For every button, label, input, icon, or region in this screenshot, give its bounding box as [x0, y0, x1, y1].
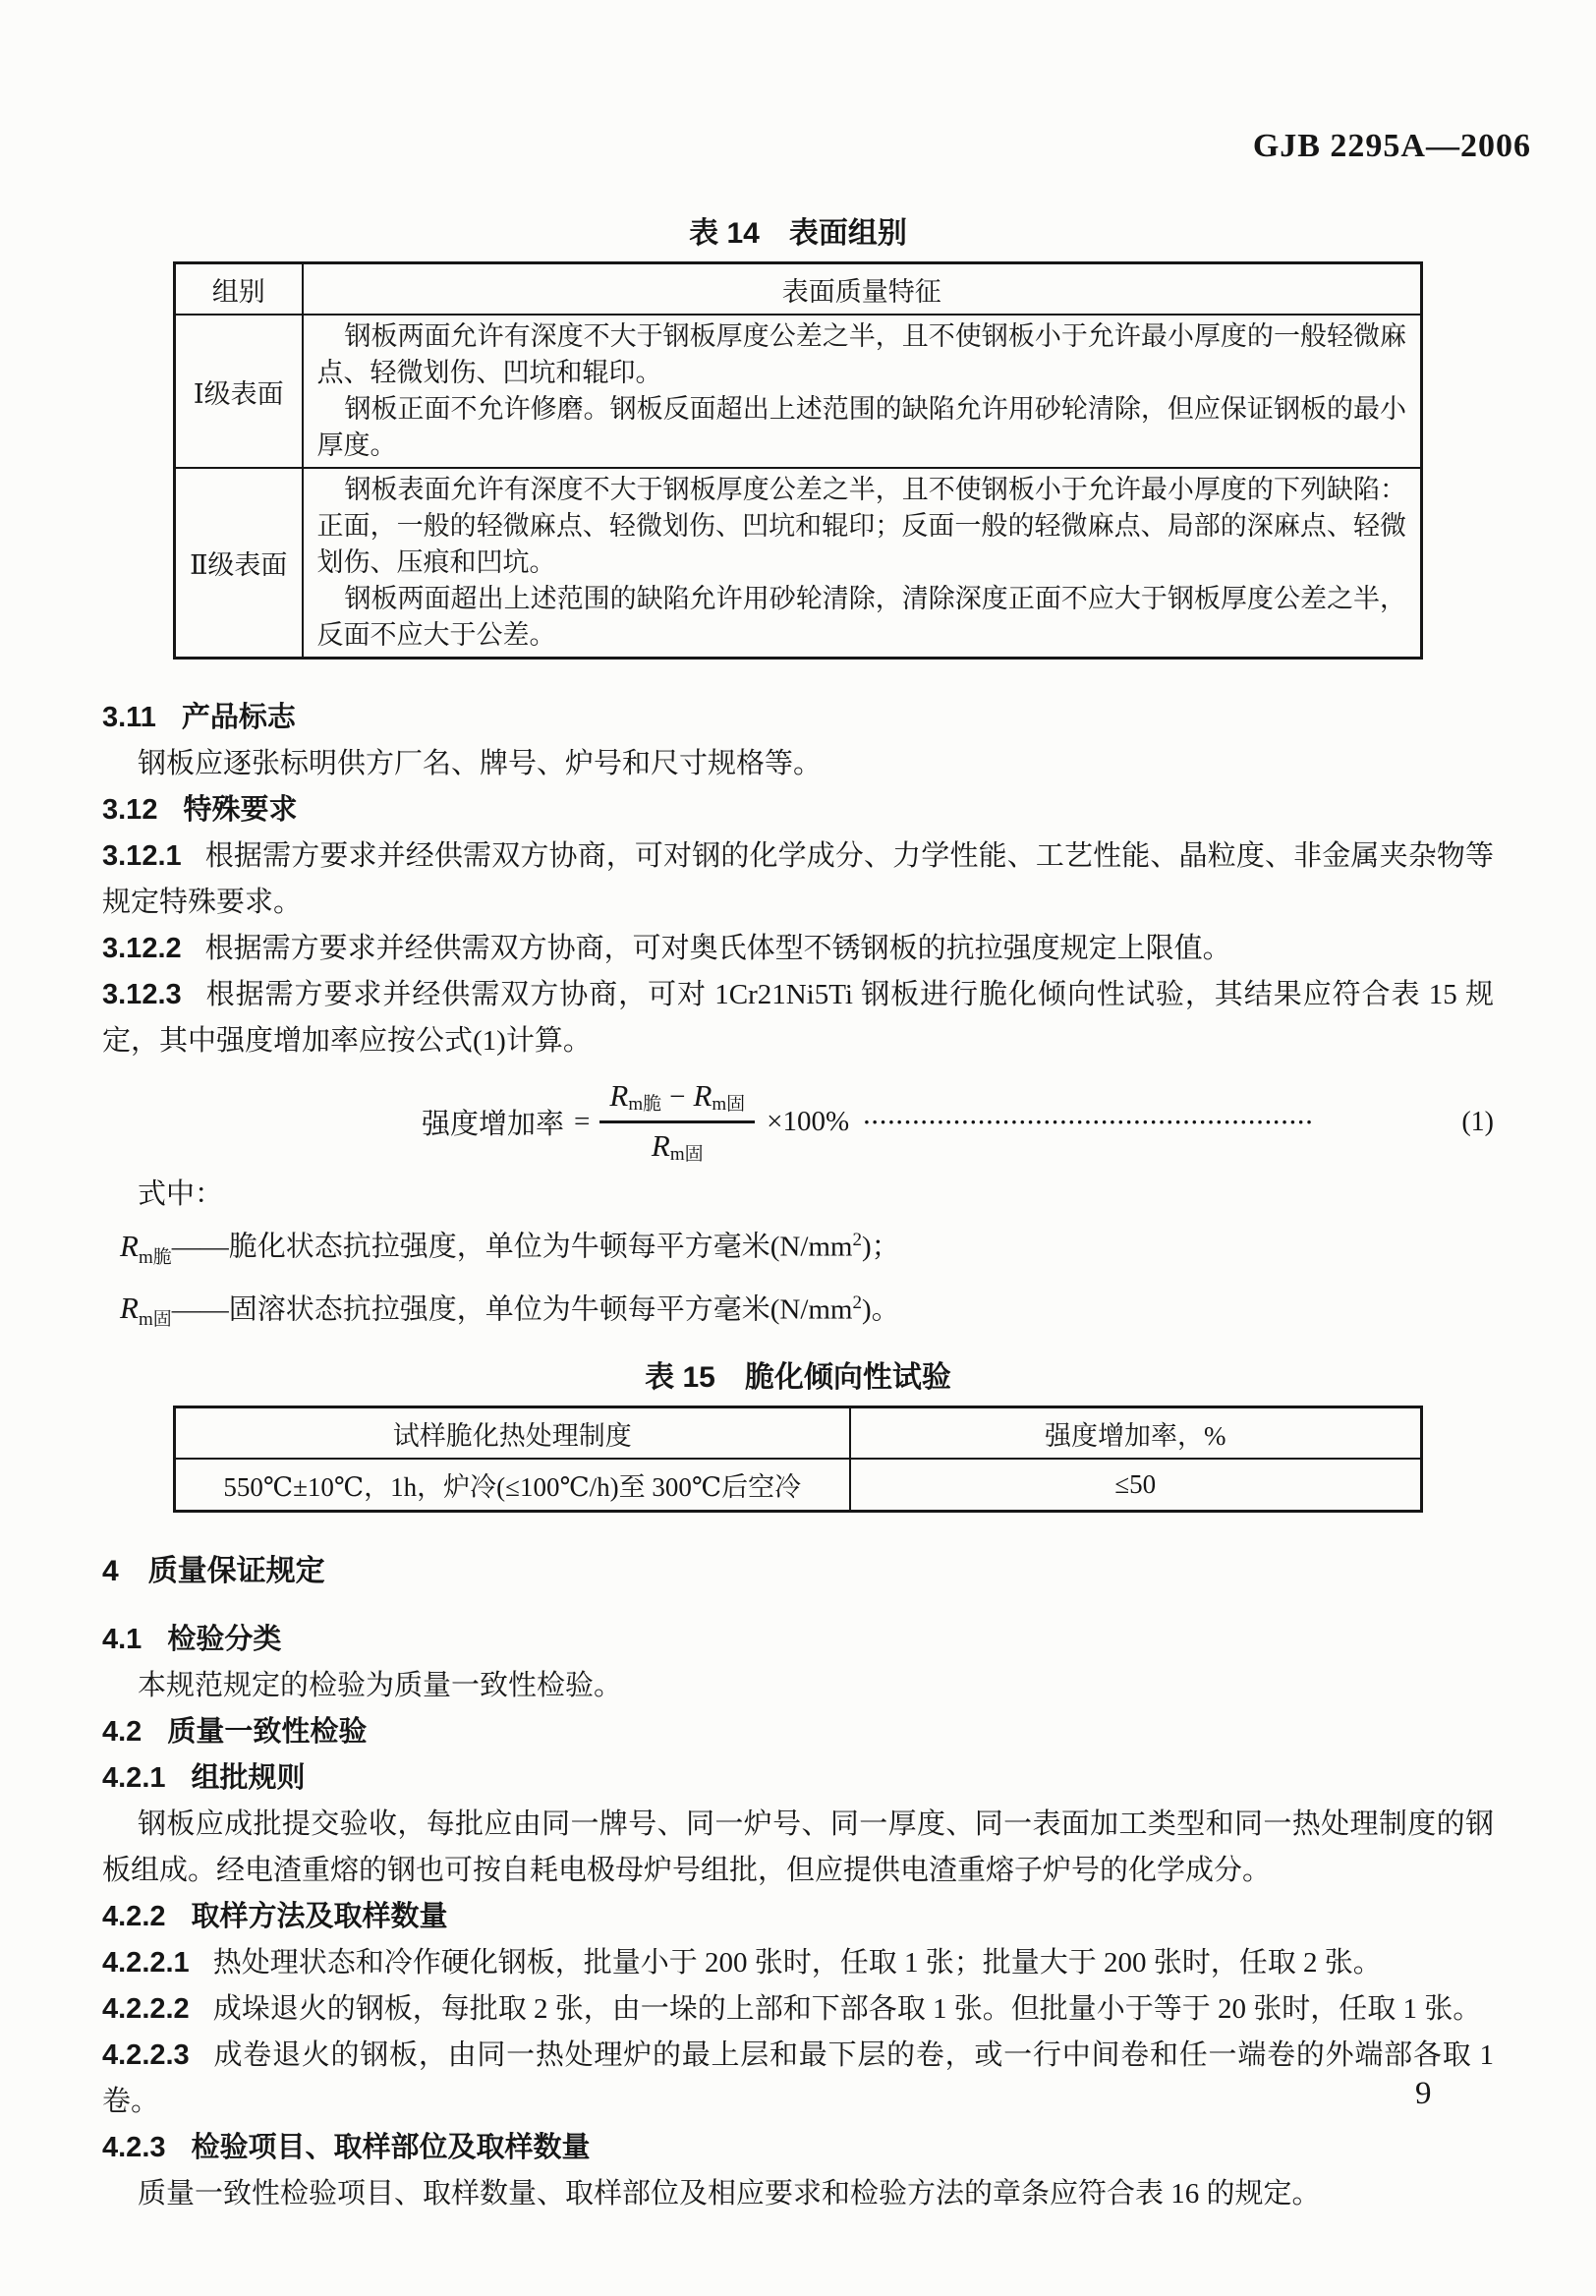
section-number: 4.2.1 — [102, 1762, 166, 1795]
section-4-1-body: 本规范规定的检验为质量一致性检验。 — [138, 1670, 623, 1702]
section-title: 质量一致性检验 — [167, 1716, 368, 1749]
clause-text: 根据需方要求并经供需双方协商，可对钢的化学成分、力学性能、工艺性能、晶粒度、非金属夹杂物等规定特殊要求。 — [102, 840, 1494, 918]
symbol-r-solution: R — [651, 1128, 670, 1164]
table14-col1-header: 组别 — [175, 263, 303, 316]
clause-number: 3.12.3 — [102, 979, 182, 1010]
fraction-numerator — [599, 1078, 755, 1123]
table15-treatment-cell: 550℃±10℃，1h，炉冷(≤100℃/h)至 300℃后空冷 — [175, 1459, 850, 1512]
definition-text: 固溶状态抗拉强度，单位为牛顿每平方毫米(N/mm — [228, 1293, 853, 1326]
section-4-2-1-body: 钢板应成批提交验收，每批应由同一牌号、同一炉号、同一厚度、同一表面加工类型和同一热处理制度的钢板组成。经电渣重熔的钢也可按自耗电极母炉号组批，但应提供电渣重熔子炉号的化学成分。 — [102, 1808, 1494, 1887]
subscript-m-solution: m固 — [669, 1144, 704, 1166]
formula-lhs: 强度增加率 — [422, 1109, 565, 1141]
section-number: 4.1 — [102, 1624, 142, 1656]
section-4-2-3-body: 质量一致性检验项目、取样数量、取样部位及相应要求和检验方法的章条应符合表 16 的规定。 — [138, 2178, 1321, 2210]
table15-col1-header: 试样脆化热处理制度 — [175, 1407, 850, 1460]
em-dash: —— — [171, 1232, 229, 1264]
clause-3-12-2 — [102, 926, 1494, 972]
dotted-leader: ······················································· — [863, 1109, 1314, 1134]
table14-row1-paragraph-1: 钢板两面允许有深度不大于钢板厚度公差之半，且不使钢板小于允许最小厚度的一般轻微麻点、轻微划伤、凹坑和辊印。 — [316, 321, 1406, 387]
fraction-denominator — [652, 1123, 704, 1166]
section-3-11-body: 钢板应逐张标明供方厂名、牌号、炉号和尺寸规格等。 — [138, 748, 823, 779]
section-4-1-heading — [102, 1617, 1494, 1663]
clause-text: 根据需方要求并经供需双方协商，可对 1Cr21Ni5Ti 钢板进行脆化倾向性试验，其结果应符合表 15 规定，其中强度增加率应按公式(1)计算。 — [102, 979, 1494, 1057]
definition-rm-solution — [120, 1281, 1494, 1343]
subscript: m固 — [138, 1309, 172, 1331]
equation-number: (1) — [1461, 1106, 1494, 1137]
chapter-title: 质量保证规定 — [147, 1555, 325, 1588]
symbol-r: R — [120, 1291, 139, 1326]
section-4-2-1-heading — [102, 1755, 1494, 1802]
table14-row1-features — [303, 315, 1422, 468]
formula-1 — [102, 1078, 1494, 1166]
table14 — [173, 261, 1423, 660]
subscript-m-brittle: m脆 — [628, 1094, 662, 1116]
clause-3-12-1 — [102, 833, 1494, 926]
clause-text: 热处理状态和冷作硬化钢板，批量小于 200 张时，任取 1 张；批量大于 200 张时，任取 2 张。 — [212, 1947, 1382, 1980]
em-dash: —— — [171, 1293, 229, 1326]
symbol-r: R — [120, 1229, 139, 1264]
table14-row1-paragraph-2: 钢板正面不允许修磨。钢板反面超出上述范围的缺陷允许用砂轮清除，但应保证钢板的最小厚度。 — [316, 394, 1406, 460]
table14-row1-group: Ⅰ级表面 — [175, 315, 303, 468]
definition-rm-brittle — [120, 1218, 1494, 1280]
symbol-r-brittle: R — [609, 1078, 629, 1113]
formula-fraction — [599, 1078, 755, 1166]
table14-row2-group: Ⅱ级表面 — [175, 468, 303, 659]
definition-text: 脆化状态抗拉强度，单位为牛顿每平方毫米(N/mm — [228, 1232, 853, 1264]
where-label: 式中： — [138, 1178, 224, 1211]
standard-number: GJB 2295A—2006 — [1252, 128, 1531, 164]
table15-col2-header: 强度增加率，% — [850, 1407, 1422, 1460]
section-title: 特殊要求 — [183, 794, 298, 826]
chapter-4-heading — [102, 1548, 1494, 1595]
section-4-2-heading — [102, 1709, 1494, 1755]
table14-title: 表 14 表面组别 — [689, 217, 907, 250]
symbol-r-solution: R — [693, 1078, 712, 1113]
equals-sign: = — [574, 1106, 591, 1138]
section-3-12-heading — [102, 787, 1494, 833]
definition-tail: )。 — [862, 1293, 900, 1326]
definition-tail: )； — [862, 1232, 900, 1264]
section-number: 3.12 — [102, 794, 158, 826]
clause-text: 根据需方要求并经供需双方协商，可对奥氏体型不锈钢板的抗拉强度规定上限值。 — [204, 933, 1231, 964]
table14-header-row — [175, 263, 1422, 316]
table14-row2-paragraph-2: 钢板两面超出上述范围的缺陷允许用砂轮清除，清除深度正面不应大于钢板厚度公差之半，反面不应大于公差。 — [316, 584, 1406, 650]
section-number: 4.2.3 — [102, 2132, 166, 2164]
superscript-2: 2 — [852, 1292, 862, 1313]
table14-row2-paragraph-1: 钢板表面允许有深度不大于钢板厚度公差之半，且不使钢板小于允许最小厚度的下列缺陷：正面，一般的轻微麻点、轻微划伤、凹坑和辊印；反面一般的轻微麻点、局部的深麻点、轻微划伤、压痕和凹坑。 — [316, 475, 1406, 577]
clause-number: 4.2.2.3 — [102, 2039, 190, 2072]
clause-4-2-2-2 — [102, 1986, 1494, 2033]
symbol-rm-brittle — [120, 1229, 172, 1268]
section-4-2-3-heading — [102, 2125, 1494, 2171]
section-title: 组批规则 — [191, 1762, 306, 1795]
clause-4-2-2-1 — [102, 1940, 1494, 1986]
section-4-2-2-heading — [102, 1894, 1494, 1940]
page-number: 9 — [1415, 2076, 1432, 2111]
clause-text: 成卷退火的钢板，由同一热处理炉的最上层和最下层的卷，或一行中间卷和任一端卷的外端部各取 1 卷。 — [102, 2039, 1494, 2118]
table15-title: 表 15 脆化倾向性试验 — [645, 1361, 951, 1395]
clause-number: 4.2.2.1 — [102, 1947, 190, 1980]
section-title: 检验项目、取样部位及取样数量 — [191, 2132, 591, 2164]
section-number: 4.2 — [102, 1716, 142, 1749]
section-title: 产品标志 — [181, 702, 296, 733]
table14-row2-features — [303, 468, 1422, 659]
superscript-2: 2 — [852, 1230, 862, 1251]
table15-header-row — [175, 1407, 1422, 1460]
subscript: m脆 — [138, 1246, 172, 1268]
section-number: 3.11 — [102, 702, 156, 733]
clause-number: 4.2.2.2 — [102, 1993, 190, 2026]
minus-sign: − — [669, 1081, 686, 1113]
section-3-11-heading — [102, 695, 1494, 741]
symbol-rm-solution — [120, 1291, 172, 1331]
table-row — [175, 468, 1422, 659]
clause-number: 3.12.2 — [102, 933, 182, 964]
formula-multiplier: ×100% — [767, 1106, 850, 1138]
subscript-m-solution: m固 — [712, 1094, 746, 1116]
table15-value-cell: ≤50 — [850, 1459, 1422, 1512]
clause-3-12-3 — [102, 972, 1494, 1064]
table-row — [175, 1459, 1422, 1512]
section-title: 取样方法及取样数量 — [191, 1901, 448, 1933]
chapter-number: 4 — [102, 1555, 119, 1588]
clause-4-2-2-3 — [102, 2033, 1494, 2125]
clause-text: 成垛退火的钢板，每批取 2 张，由一垛的上部和下部各取 1 张。但批量小于等于 20 张时，任取 1 张。 — [212, 1993, 1482, 2026]
section-number: 4.2.2 — [102, 1901, 166, 1933]
page-content — [0, 208, 1596, 2217]
table-row — [175, 315, 1422, 468]
table14-col2-header: 表面质量特征 — [303, 263, 1422, 316]
table15 — [173, 1406, 1423, 1513]
clause-number: 3.12.1 — [102, 840, 182, 872]
section-title: 检验分类 — [167, 1624, 282, 1656]
